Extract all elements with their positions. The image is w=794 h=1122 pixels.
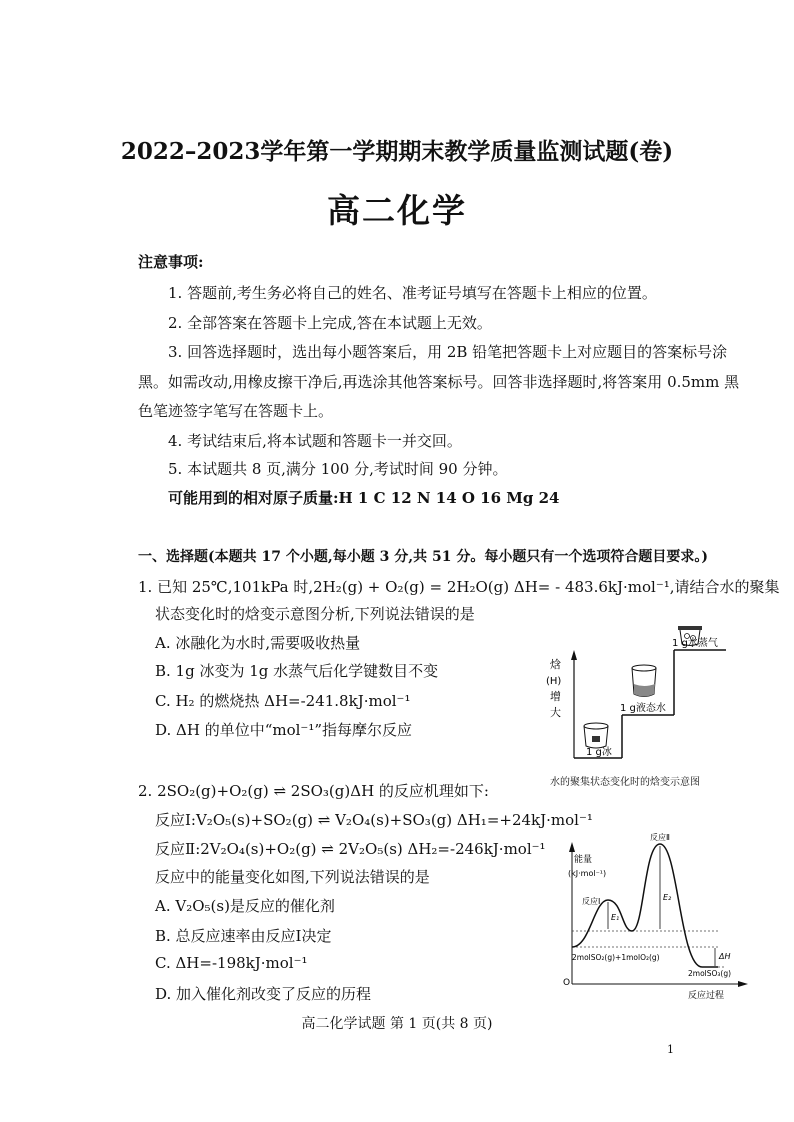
y-axis-label: 大 [550, 706, 561, 719]
notice-item: 1. 答题前,考生务必将自己的姓名、准考证号填写在答题卡上相应的位置。 [168, 284, 657, 302]
y-axis-label: (H) [546, 676, 562, 687]
notice-item: 色笔迹签字笔写在答题卡上。 [138, 402, 334, 420]
e1-label: E₁ [611, 913, 620, 922]
liquid-water-label: 1 g液态水 [620, 703, 666, 714]
q2-reaction-1: 反应Ⅰ:V₂O₅(s)+SO₂(g) ⇌ V₂O₄(s)+SO₃(g) ΔH₁=+24kJ·mol⁻¹ [155, 811, 593, 829]
q1-option-b: B. 1g 冰变为 1g 水蒸气后化学键数目不变 [155, 662, 439, 680]
y-axis-label: 焓 [550, 658, 561, 671]
notice-item: 5. 本试题共 8 页,满分 100 分,考试时间 90 分钟。 [168, 460, 508, 478]
q2-option-c: C. ΔH=-198kJ·mol⁻¹ [155, 954, 308, 972]
origin-label: O [563, 978, 571, 988]
liquid-water-beaker-icon [632, 665, 656, 697]
ice-beaker-icon [584, 723, 608, 748]
water-vapor-label: 1 g水蒸气 [672, 638, 718, 649]
section-heading: 一、选择题(本题共 17 个小题,每小题 3 分,共 51 分。每小题只有一个选项符合题目要求。) [138, 549, 708, 565]
e2-label: E₂ [663, 893, 672, 902]
notice-item: 4. 考试结束后,将本试题和答题卡一并交回。 [168, 432, 462, 450]
y-axis-label: 增 [550, 690, 561, 703]
q1-option-a: A. 冰融化为水时,需要吸收热量 [155, 634, 361, 652]
y-axis-unit: (kJ·mol⁻¹) [568, 869, 607, 878]
products-label: 2molSO₃(g) [688, 969, 732, 978]
x-axis-label: 反应过程 [688, 991, 725, 1001]
notice-heading: 注意事项: [138, 253, 204, 271]
exam-title: 2022–2023学年第一学期期末教学质量监测试题(卷) [120, 138, 674, 165]
peak2-label: 反应Ⅱ [650, 833, 670, 842]
notice-item: 2. 全部答案在答题卡上完成,答在本试题上无效。 [168, 314, 492, 332]
q1-option-c: C. H₂ 的燃烧热 ΔH=-241.8kJ·mol⁻¹ [155, 692, 411, 710]
q2-question: 反应中的能量变化如图,下列说法错误的是 [155, 868, 430, 886]
q2-option-b: B. 总反应速率由反应Ⅰ决定 [155, 927, 332, 945]
notice-item: 黑。如需改动,用橡皮擦干净后,再选涂其他答案标号。回答非选择题时,将答案用 0.5mm 黑 [138, 373, 740, 391]
q1-enthalpy-figure [540, 622, 734, 792]
q2-energy-profile-figure [560, 828, 750, 1002]
y-axis-label: 能量 [574, 855, 593, 865]
page-footer: 高二化学试题 第 1 页(共 8 页) [301, 1016, 493, 1032]
page-number: 1 [667, 1043, 674, 1056]
q1-stem: 1. 已知 25℃,101kPa 时,2H₂(g) + O₂(g) = 2H₂O(g) ΔH= - 483.6kJ·mol⁻¹,请结合水的聚集 [138, 578, 780, 596]
q1-stem: 状态变化时的焓变示意图分析,下列说法错误的是 [155, 605, 475, 623]
ice-label: 1 g冰 [586, 747, 612, 758]
dh-label: ΔH [719, 952, 731, 961]
q2-reaction-2: 反应Ⅱ:2V₂O₄(s)+O₂(g) ⇌ 2V₂O₅(s) ΔH₂=-246kJ·mol⁻¹ [155, 840, 546, 858]
q1-option-d: D. ΔH 的单位中“mol⁻¹”指每摩尔反应 [155, 721, 413, 739]
peak1-label: 反应Ⅰ [582, 897, 601, 906]
atomic-mass-line: 可能用到的相对原子质量:H 1 C 12 N 14 O 16 Mg 24 [168, 489, 560, 507]
subject-title: 高二化学 [327, 191, 467, 230]
q2-option-a: A. V₂O₅(s)是反应的催化剂 [155, 897, 335, 915]
notice-item: 3. 回答选择题时，选出每小题答案后，用 2B 铅笔把答题卡上对应题目的答案标号涂 [168, 343, 728, 361]
q2-stem: 2. 2SO₂(g)+O₂(g) ⇌ 2SO₃(g)ΔH 的反应机理如下: [138, 782, 489, 800]
q2-option-d: D. 加入催化剂改变了反应的历程 [155, 985, 372, 1003]
q1-figure-caption: 水的聚集状态变化时的焓变示意图 [550, 777, 700, 788]
reactants-label: 2molSO₂(g)+1molO₂(g) [572, 953, 660, 962]
